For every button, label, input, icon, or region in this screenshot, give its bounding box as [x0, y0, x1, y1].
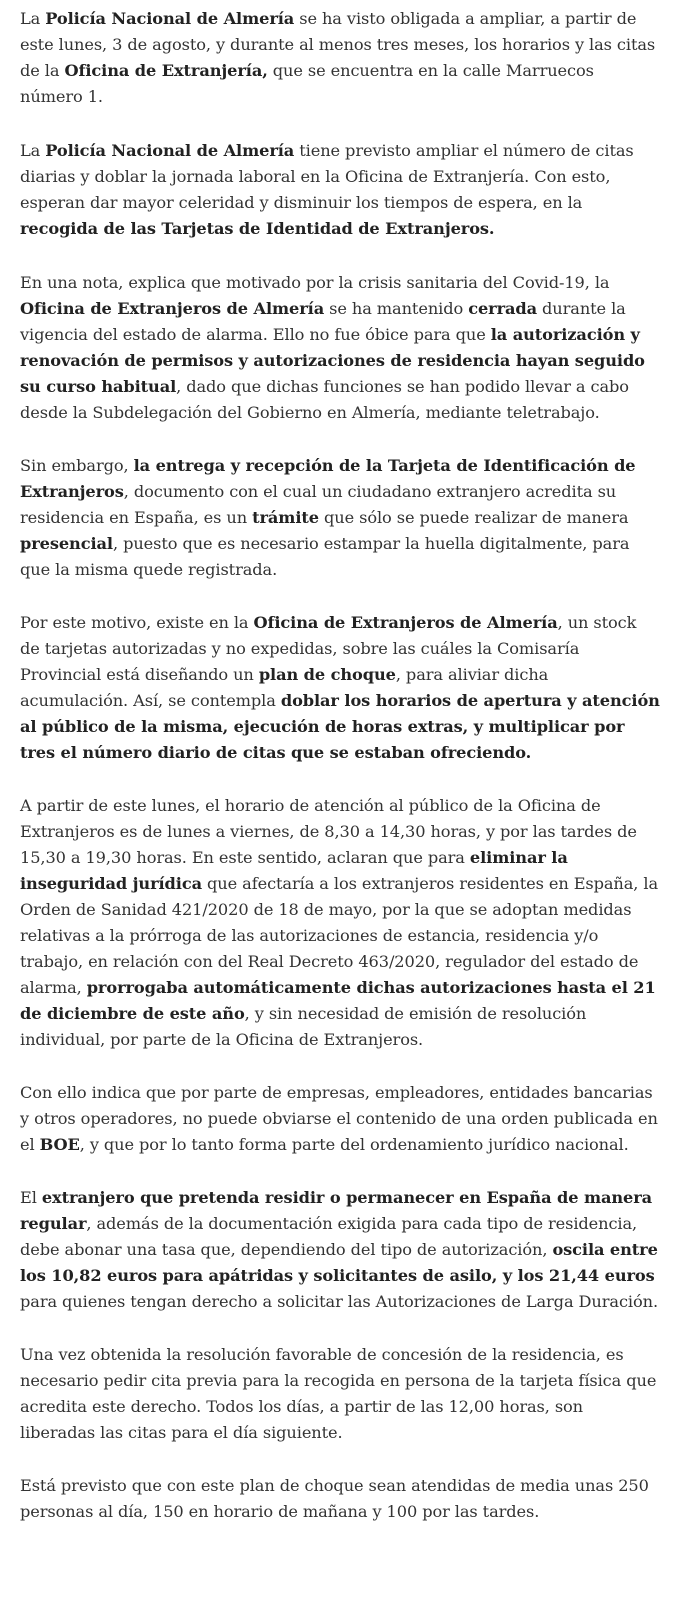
paragraph-text: , y que por lo tanto forma parte del ordenamiento jurídico nacional.	[79, 1135, 629, 1154]
paragraph-text: Está previsto que con este plan de choque sean atendidas de media unas 250 personas al día, 150 en horario de mañana y 100 por las tardes.	[20, 1476, 649, 1521]
paragraph-text: para quienes tengan derecho a solicitar las Autorizaciones de Larga Duración.	[20, 1292, 658, 1311]
article-paragraph-7	[20, 1080, 661, 1158]
article-paragraph-9	[20, 1342, 661, 1446]
paragraph-text: tiene previsto ampliar el número de citas diarias y doblar la jornada laboral en la Oficina de Extranjería. Con esto, esperan dar mayor celeridad y disminuir los tiempos de espera, en la	[20, 141, 634, 212]
paragraph-text: se ha mantenido	[324, 299, 469, 318]
bold-phrase: presencial	[20, 534, 113, 553]
article-body	[0, 6, 679, 1525]
article-paragraph-4	[20, 453, 661, 583]
bold-phrase: Policía Nacional de Almería	[45, 141, 295, 160]
bold-phrase: cerrada	[468, 299, 537, 318]
bold-phrase: extranjero que pretenda residir o permanecer en España de manera regular	[20, 1188, 653, 1233]
bold-phrase: Oficina de Extranjeros de Almería	[253, 613, 558, 632]
bold-phrase: la autorización y renovación de permisos y autorizaciones de residencia hayan seguido su curso habitual	[20, 325, 645, 396]
paragraph-text: A partir de este lunes, el horario de atención al público de la Oficina de Extranjeros es de lunes a viernes, de 8,30 a 14,30 horas, y por las tardes de 15,30 a 19,30 horas. En este sentido, aclaran que para	[20, 796, 637, 867]
paragraph-text: Por este motivo, existe en la	[20, 613, 254, 632]
paragraph-text: que se encuentra en la calle Marruecos número 1.	[20, 61, 594, 106]
bold-phrase: Oficina de Extranjería,	[64, 61, 268, 80]
paragraph-text: que afectaría a los extranjeros residentes en España, la Orden de Sanidad 421/2020 de 18 de mayo, por la que se adoptan medidas relativas a la prórroga de las autorizaciones de estancia, residencia y/o trabajo, en relación con del Real Decreto 463/2020, regulador del estado de alarma,	[20, 874, 659, 997]
paragraph-text: La	[20, 9, 46, 28]
paragraph-text: , para aliviar dicha acumulación. Así, se contempla	[20, 665, 549, 710]
paragraph-text: El	[20, 1188, 42, 1207]
paragraph-text: En una nota, explica que motivado por la crisis sanitaria del Covid-19, la	[20, 273, 610, 292]
paragraph-text: se ha visto obligada a ampliar, a partir de este lunes, 3 de agosto, y durante al menos tres meses, los horarios y las citas de la	[20, 9, 656, 80]
bold-phrase: trámite	[252, 508, 319, 527]
paragraph-text: Una vez obtenida la resolución favorable de concesión de la residencia, es necesario pedir cita previa para la recogida en persona de la tarjeta física que acredita este derecho. Todos los días, a partir de las 12,00 horas, son liberadas las citas para el día siguiente.	[20, 1345, 657, 1442]
bold-phrase: eliminar la inseguridad jurídica	[20, 848, 568, 893]
bold-phrase: oscila entre los 10,82 euros para apátridas y solicitantes de asilo, y los 21,44 euros	[20, 1240, 658, 1285]
article-paragraph-3	[20, 270, 661, 426]
bold-phrase: plan de choque	[258, 665, 396, 684]
paragraph-text: , y sin necesidad de emisión de resolución individual, por parte de la Oficina de Extranjeros.	[20, 1004, 587, 1049]
paragraph-text: , puesto que es necesario estampar la huella digitalmente, para que la misma quede registrada.	[20, 534, 630, 579]
paragraph-text: que sólo se puede realizar de manera	[318, 508, 629, 527]
article-paragraph-10	[20, 1473, 661, 1525]
article-paragraph-1	[20, 6, 661, 110]
paragraph-text: Sin embargo,	[20, 456, 134, 475]
article-paragraph-8	[20, 1185, 661, 1315]
article-paragraph-6	[20, 793, 661, 1053]
bold-phrase: recogida de las Tarjetas de Identidad de Extranjeros.	[20, 219, 495, 238]
bold-phrase: doblar los horarios de apertura y atención al público de la misma, ejecución de horas extras, y multiplicar por tres el número diario de citas que se estaban ofreciendo.	[20, 691, 660, 762]
paragraph-text: , dado que dichas funciones se han podido llevar a cabo desde la Subdelegación del Gobierno en Almería, mediante teletrabajo.	[20, 377, 629, 422]
paragraph-text: , además de la documentación exigida para cada tipo de residencia, debe abonar una tasa que, dependiendo del tipo de autorización,	[20, 1214, 638, 1259]
paragraph-text: La	[20, 141, 46, 160]
bold-phrase: prorrogaba automáticamente dichas autorizaciones hasta el 21 de diciembre de este año	[20, 978, 656, 1023]
paragraph-text: Con ello indica que por parte de empresas, empleadores, entidades bancarias y otros operadores, no puede obviarse el contenido de una orden publicada en el	[20, 1083, 658, 1154]
bold-phrase: BOE	[39, 1135, 80, 1154]
bold-phrase: Oficina de Extranjeros de Almería	[20, 299, 325, 318]
article-paragraph-5	[20, 610, 661, 766]
article-paragraph-2	[20, 138, 661, 242]
paragraph-text: , documento con el cual un ciudadano extranjero acredita su residencia en España, es un	[20, 482, 617, 527]
bold-phrase: Policía Nacional de Almería	[45, 9, 295, 28]
paragraph-text: durante la vigencia del estado de alarma. Ello no fue óbice para que	[20, 299, 626, 344]
paragraph-text: , un stock de tarjetas autorizadas y no expedidas, sobre las cuáles la Comisaría Provincial está diseñando un	[20, 613, 637, 684]
bold-phrase: la entrega y recepción de la Tarjeta de Identificación de Extranjeros	[20, 456, 636, 501]
